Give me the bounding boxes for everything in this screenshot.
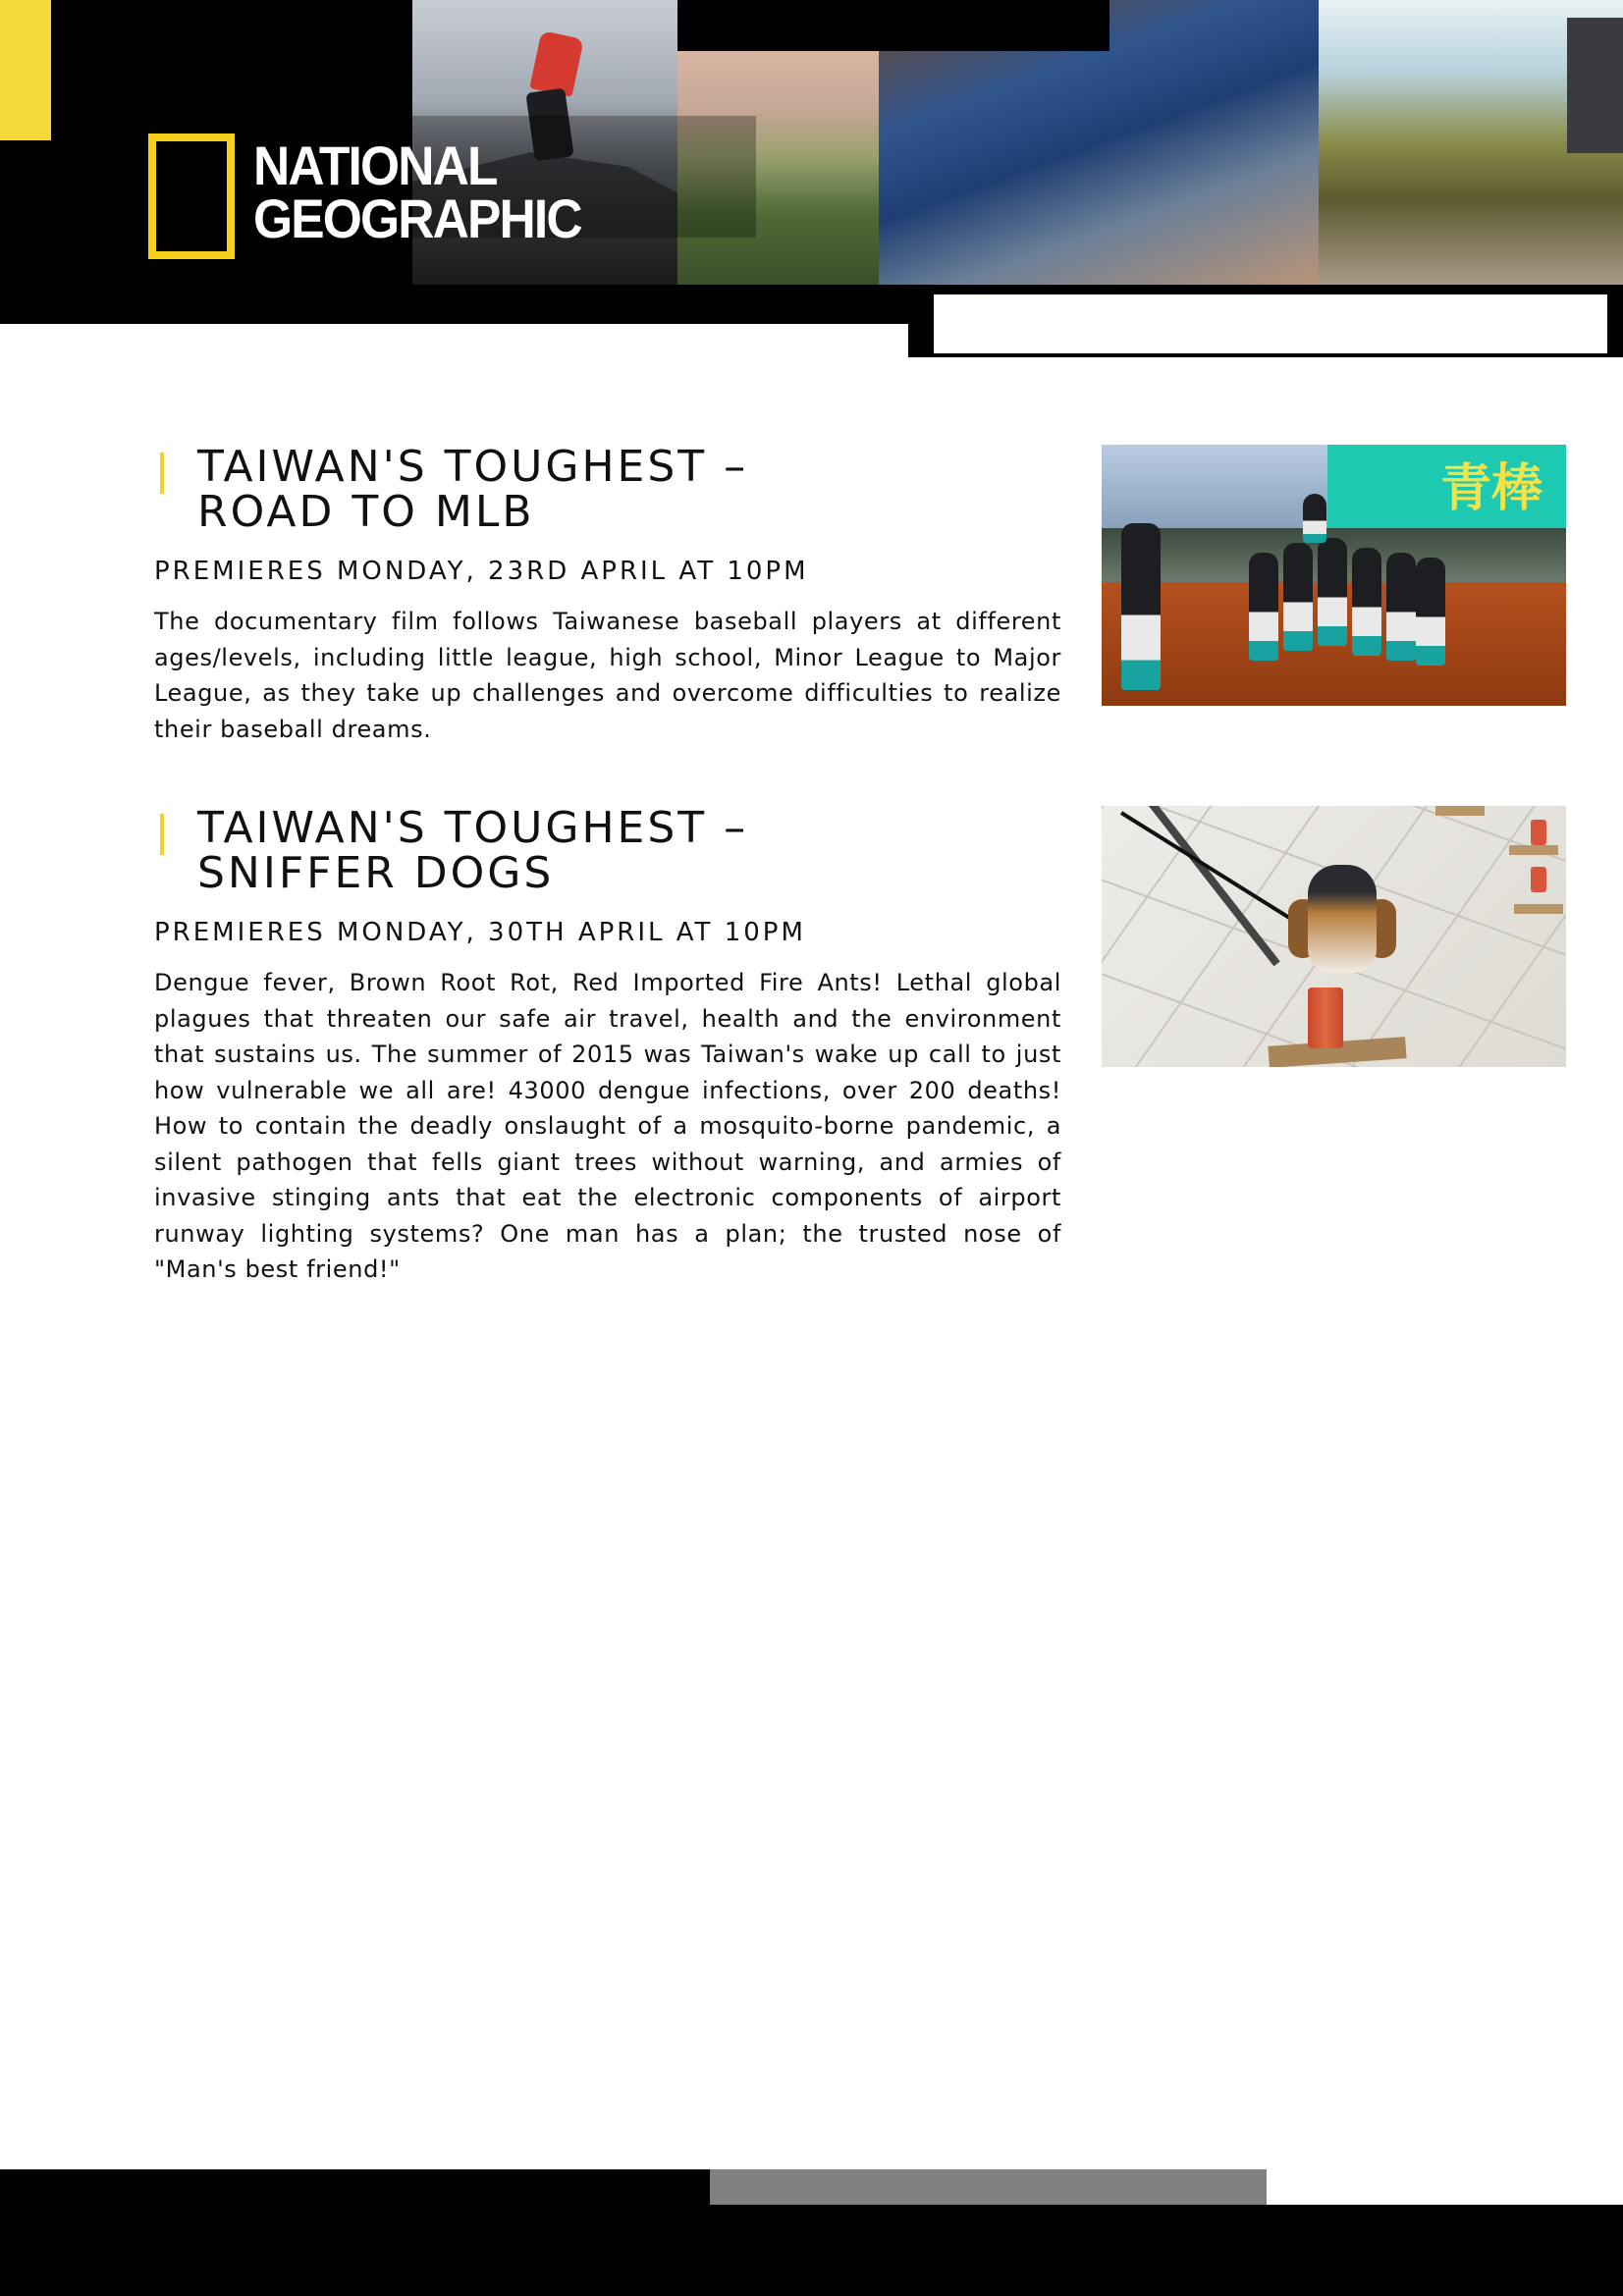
header-dark-panel [1567,18,1623,153]
player-figure [1249,553,1278,661]
article-sniffer-dogs [154,803,1566,1288]
title-line-1: TAIWAN'S TOUGHEST – [197,803,749,853]
baseball-team-photo [1102,445,1566,706]
article-road-to-mlb [154,442,1566,747]
brand-line-2: GEOGRAPHIC [253,187,581,249]
player-figure [1386,553,1416,661]
header-banner [0,0,1623,324]
test-can [1531,820,1546,845]
player-figure [1318,538,1347,646]
title-accent-bar [160,814,164,855]
banner-text: 青棒 [1440,459,1543,518]
title-accent-bar [160,453,164,494]
player-figure [1416,558,1445,666]
footer-gray-block [710,2169,1267,2205]
test-board [1514,904,1563,914]
article-description: The documentary film follows Taiwanese baseball players at different ages/levels, including little league, high school, Minor League to Major League, as they take up challenges and overcome difficulties to realize their baseball dreams. [154,608,1061,743]
premiere-date: PREMIERES MONDAY, 23RD APRIL AT 10PM [154,557,809,586]
footer-black-left [0,2169,710,2209]
footer-black-bar [0,2205,1623,2296]
footer-band [0,2169,1623,2296]
sniffed-can [1308,988,1343,1048]
header-black-strip [677,0,1109,51]
brand-wordmark [253,134,581,249]
beagle-figure [1308,865,1377,973]
sniffer-dog-photo [1102,806,1566,1067]
yellow-border-icon [148,133,235,259]
test-board [1435,806,1485,816]
coach-figure [1121,523,1161,690]
test-board [1509,845,1558,855]
tossed-player-figure [1303,494,1326,543]
title-line-1: TAIWAN'S TOUGHEST – [197,442,749,492]
title-line-2: ROAD TO MLB [197,487,535,537]
title-line-2: SNIFFER DOGS [197,848,555,898]
yellow-accent-tab [0,0,51,140]
search-input[interactable] [934,294,1607,353]
premiere-date: PREMIERES MONDAY, 30TH APRIL AT 10PM [154,918,806,947]
brand-line-1: NATIONAL [253,134,497,196]
article-description: Dengue fever, Brown Root Rot, Red Imported Fire Ants! Lethal global plagues that threaten our safe air travel, health and the environment that sustains us. The summer of 2015 was Taiwan's wake up call to just how vulnerable we all are! 43000 dengue infections, over 200 deaths! How to contain the deadly onslaught of a mosquito-borne pandemic, a silent pathogen that fells giant trees without warning, and armies of invasive stinging ants that eat the electronic components of airport runway lighting systems? One man has a plan; the trusted nose of "Man's best friend!" [154,969,1061,1283]
player-figure [1352,548,1381,656]
test-can [1531,867,1546,892]
player-figure [1283,543,1313,651]
